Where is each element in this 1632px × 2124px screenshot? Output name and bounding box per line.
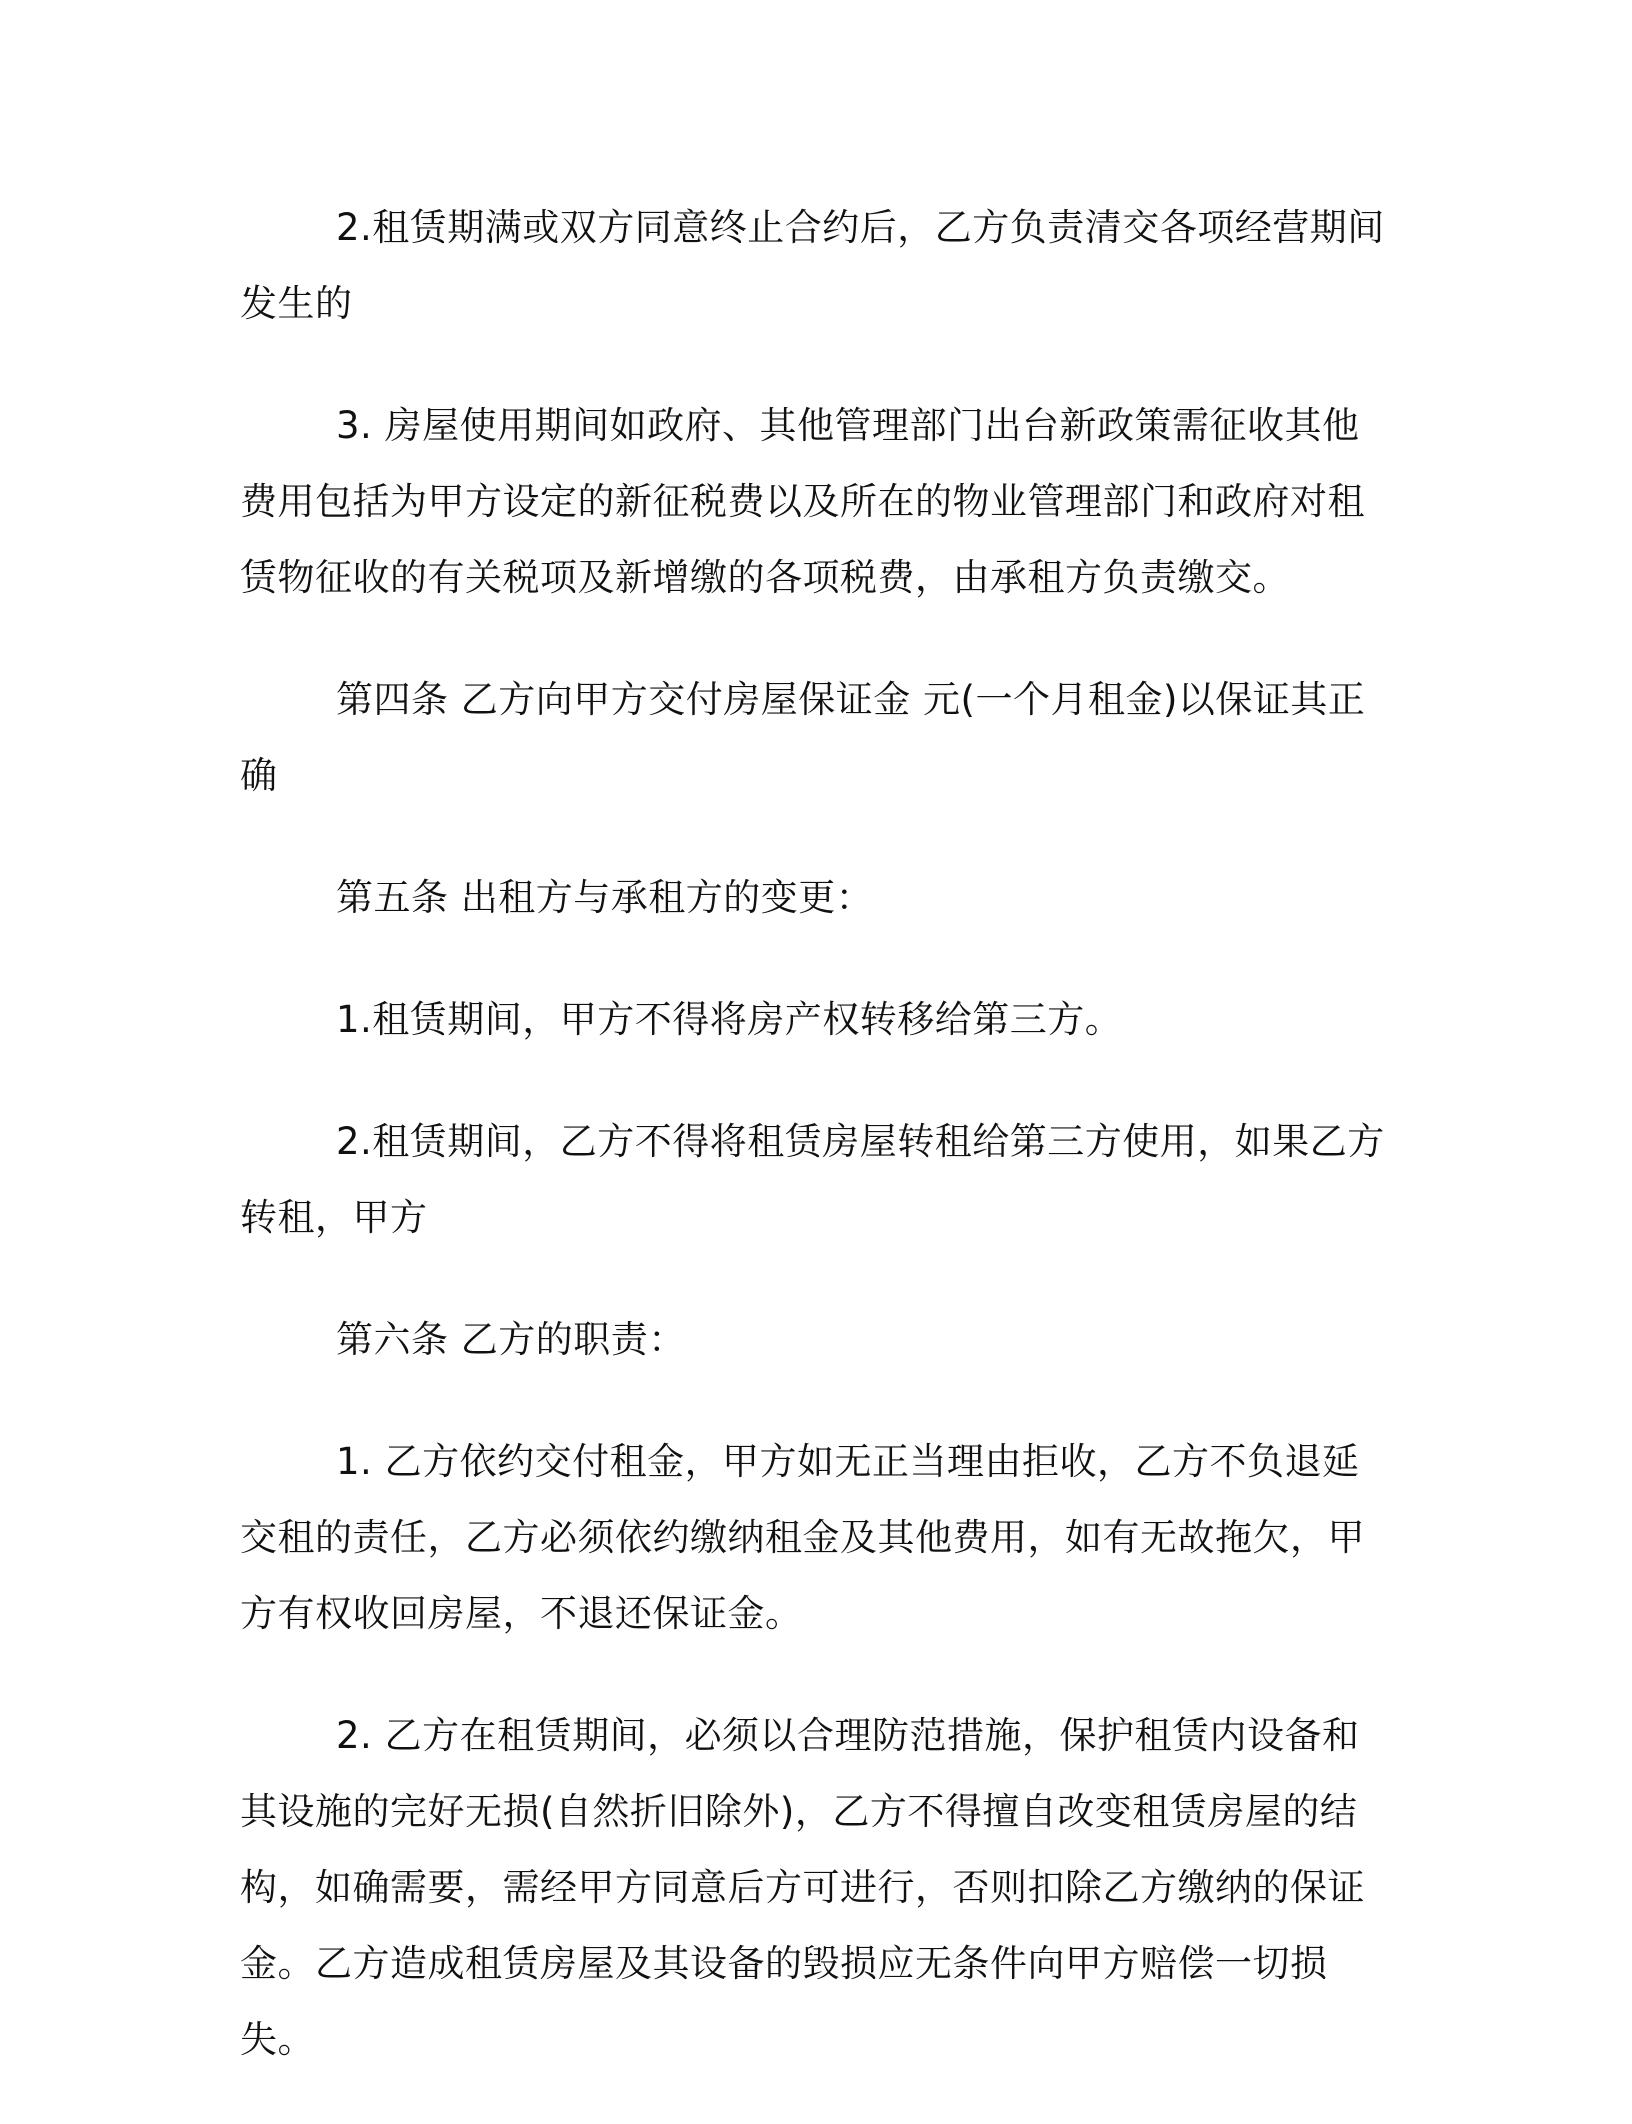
paragraph-new-fees: 3. 房屋使用期间如政府、其他管理部门出台新政策需征收其他费用包括为甲方设定的新征税费以及所在的物业管理部门和政府对租赁物征收的有关税项及新增缴的各项税费，由承租方负责缴交。: [240, 404, 1365, 599]
paragraph-article-6-heading: 第六条 乙方的职责：: [336, 1318, 686, 1361]
paragraph-article-4-deposit: 第四条 乙方向甲方交付房屋保证金 元(一个月租金)以保证其正确: [240, 678, 1366, 797]
paragraph-no-property-transfer: 1.租赁期间，甲方不得将房产权转移给第三方。: [336, 998, 1123, 1041]
paragraph-property-protection: 2. 乙方在租赁期间，必须以合理防范措施，保护租赁内设备和其设施的完好无损(自然折旧除外)，乙方不得擅自改变租赁房屋的结构，如确需要，需经甲方同意后方可进行，否则扣除乙方缴纳的保证金。乙方造成租赁房屋及其设备的毁损应无条件向甲方赔偿一切损失。: [240, 1714, 1365, 2061]
paragraph-rent-payment: 1. 乙方依约交付租金，甲方如无正当理由拒收，乙方不负退延交租的责任，乙方必须依约缴纳租金及其他费用，如有无故拖欠，甲方有权收回房屋，不退还保证金。: [240, 1440, 1365, 1635]
paragraph-no-sublease: 2.租赁期间，乙方不得将租赁房屋转租给第三方使用，如果乙方转租，甲方: [240, 1120, 1385, 1239]
document-body: [240, 190, 1392, 2124]
paragraph-article-5-heading: 第五条 出租方与承租方的变更：: [336, 876, 874, 919]
paragraph-lease-end-settlement: 2.租赁期满或双方同意终止合约后，乙方负责清交各项经营期间发生的: [240, 206, 1385, 325]
